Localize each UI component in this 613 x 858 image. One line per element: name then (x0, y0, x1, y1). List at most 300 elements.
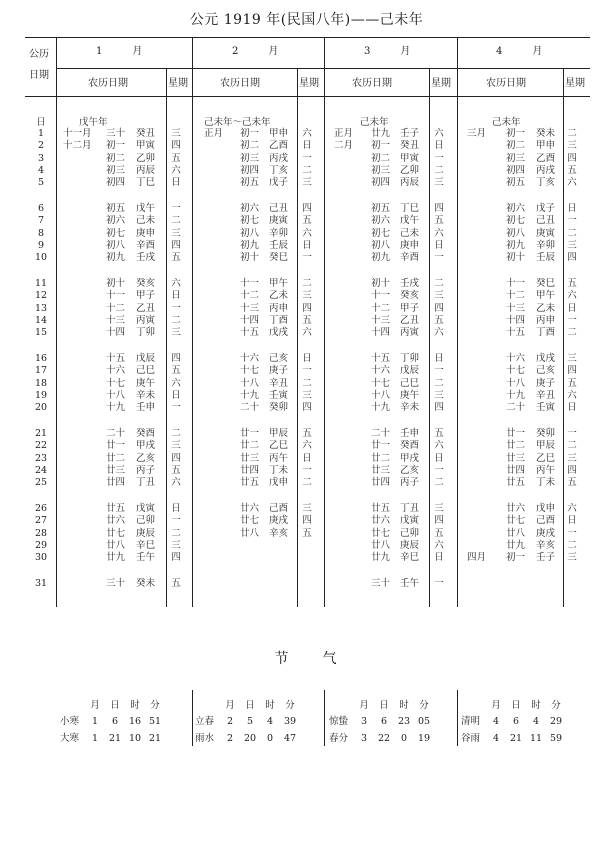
weekday: 日 (567, 203, 577, 214)
day-number: 17 (34, 365, 48, 377)
week-label-2: 星期 (299, 78, 319, 89)
weekday: 四 (434, 302, 444, 314)
lunar-day: 廿九 (371, 128, 391, 139)
ganzhi: 甲午 (269, 278, 289, 289)
ganzhi: 庚午 (136, 377, 156, 389)
ganzhi: 乙酉 (269, 140, 289, 152)
ganzhi: 辛未 (400, 402, 420, 414)
ganzhi: 己巳 (400, 377, 420, 389)
weekday: 一 (171, 515, 181, 527)
lunar-day: 十七 (106, 377, 126, 389)
ganzhi: 辛亥 (269, 527, 289, 539)
weekday: 四 (567, 252, 577, 264)
lunar-day: 初四 (106, 177, 126, 189)
lunar-day: 初九 (506, 239, 526, 251)
lunar-day: 廿二 (506, 440, 526, 452)
ganzhi: 戊申 (536, 503, 556, 514)
weekday: 日 (567, 402, 577, 414)
lunar-day: 初五 (371, 203, 391, 214)
ganzhi: 丙午 (536, 464, 556, 476)
ganzhi: 甲申 (269, 128, 289, 139)
ganzhi: 丁未 (269, 464, 289, 476)
ganzhi: 癸酉 (400, 440, 420, 452)
weekday: 二 (567, 227, 577, 239)
weekday: 一 (434, 365, 444, 377)
lunar-day: 廿七 (240, 515, 260, 527)
jieqi-col-header: 日 (379, 700, 389, 711)
weekday: 三 (567, 552, 577, 564)
lunar-day: 廿一 (506, 428, 526, 439)
ganzhi: 辛酉 (400, 252, 420, 264)
lunar-day: 十一 (371, 290, 391, 302)
col-divider-day (56, 37, 57, 607)
lunar-day: 十五 (106, 353, 126, 364)
ganzhi: 乙未 (536, 302, 556, 314)
ganzhi: 辛卯 (536, 239, 556, 251)
ganzhi: 丁卯 (400, 353, 420, 364)
lunar-day: 廿五 (106, 503, 126, 514)
ganzhi: 壬辰 (269, 239, 289, 251)
weekday: 一 (171, 402, 181, 414)
ganzhi: 甲戌 (136, 440, 156, 452)
weekday: 三 (171, 440, 181, 452)
lunar-day: 初七 (371, 227, 391, 239)
ganzhi: 丙寅 (400, 327, 420, 339)
weekday: 日 (434, 452, 444, 464)
lunar-day: 初三 (240, 152, 260, 164)
lunar-label-2: 农历日期 (220, 78, 260, 89)
lunar-day: 初三 (371, 164, 391, 176)
weekday: 三 (302, 389, 312, 401)
weekday: 二 (567, 128, 577, 139)
weekday: 一 (171, 302, 181, 314)
jieqi-col-header: 时 (531, 700, 541, 711)
weekday: 三 (567, 239, 577, 251)
lunar-day: 廿八 (240, 527, 260, 539)
jieqi-col-header: 月 (491, 700, 501, 711)
lunar-day: 初二 (106, 152, 126, 164)
ganzhi: 甲辰 (269, 428, 289, 439)
day-number: 16 (34, 353, 48, 364)
day-number: 4 (37, 164, 45, 176)
weekday: 六 (302, 440, 312, 452)
jieqi-col-header: 日 (511, 700, 521, 711)
ganzhi: 丙午 (269, 452, 289, 464)
ganzhi: 庚午 (400, 389, 420, 401)
month-header-1: 1 月 (96, 46, 143, 57)
ganzhi: 己卯 (136, 515, 156, 527)
week-divider-2 (297, 68, 298, 607)
jieqi-value: 4 (532, 716, 540, 727)
ganzhi: 甲辰 (536, 440, 556, 452)
weekday: 四 (434, 203, 444, 214)
lunar-day: 十六 (240, 353, 260, 364)
lunar-day: 廿二 (106, 452, 126, 464)
month-header-rule (56, 68, 590, 69)
jieqi-term-name: 大寒 (60, 733, 80, 744)
weekday: 六 (567, 503, 577, 514)
lunar-day: 十七 (506, 365, 526, 377)
ganzhi: 癸巳 (536, 278, 556, 289)
weekday: 二 (171, 428, 181, 439)
day-number: 21 (34, 428, 48, 439)
lunar-day: 十三 (371, 314, 391, 326)
year-note-2: 己未年～己未年 (204, 117, 271, 128)
lunar-day: 初二 (240, 140, 260, 152)
ganzhi: 丁巳 (400, 203, 420, 214)
table-top-rule (25, 37, 590, 38)
jieqi-col-header: 分 (150, 700, 160, 711)
lunar-day: 初五 (106, 203, 126, 214)
lunar-day: 初五 (240, 177, 260, 189)
ganzhi: 己卯 (400, 527, 420, 539)
jieqi-col-header: 分 (419, 700, 429, 711)
lunar-day: 十一 (506, 278, 526, 289)
jieqi-col-header: 月 (359, 700, 369, 711)
ganzhi: 乙卯 (400, 164, 420, 176)
jieqi-title: 节 气 (274, 651, 339, 667)
jieqi-value: 21 (108, 733, 122, 744)
jieqi-value: 3 (360, 716, 368, 727)
weekday: 二 (434, 377, 444, 389)
ganzhi: 壬戌 (136, 252, 156, 264)
ganzhi: 辛丑 (269, 377, 289, 389)
lunar-month: 正月 (334, 128, 354, 139)
lunar-day: 十一 (240, 278, 260, 289)
ganzhi: 癸巳 (269, 252, 289, 264)
ganzhi: 壬申 (400, 428, 420, 439)
lunar-day: 初八 (240, 227, 260, 239)
jieqi-value: 47 (283, 733, 297, 744)
gongli-label: 公历 (29, 49, 49, 60)
lunar-day: 三十 (106, 128, 126, 139)
lunar-day: 十三 (106, 314, 126, 326)
weekday: 三 (171, 327, 181, 339)
lunar-day: 二十 (240, 402, 260, 414)
day-number: 15 (34, 327, 48, 339)
ganzhi: 壬寅 (536, 402, 556, 414)
weekday: 五 (302, 428, 312, 439)
weekday: 四 (171, 552, 181, 564)
lunar-day: 十四 (240, 314, 260, 326)
jieqi-value: 0 (400, 733, 408, 744)
weekday: 四 (567, 365, 577, 377)
ganzhi: 戊戌 (536, 353, 556, 364)
day-number: 23 (34, 452, 48, 464)
lunar-day: 初二 (371, 152, 391, 164)
lunar-day: 初八 (506, 227, 526, 239)
ganzhi: 丙申 (269, 302, 289, 314)
weekday: 日 (302, 239, 312, 251)
week-label-1: 星期 (168, 78, 188, 89)
ganzhi: 戊寅 (136, 503, 156, 514)
weekday: 一 (567, 215, 577, 227)
weekday: 一 (302, 464, 312, 476)
jieqi-value: 5 (246, 716, 254, 727)
weekday: 日 (434, 552, 444, 564)
ganzhi: 壬子 (536, 552, 556, 564)
day-number: 18 (34, 377, 48, 389)
ganzhi: 庚戌 (269, 515, 289, 527)
lunar-day: 初七 (506, 215, 526, 227)
lunar-day: 初七 (106, 227, 126, 239)
month-header-2: 2 月 (232, 46, 279, 57)
lunar-day: 十五 (506, 327, 526, 339)
lunar-day: 十五 (371, 353, 391, 364)
lunar-day: 廿五 (371, 503, 391, 514)
page-title: 公元 1919 年(民国八年)——己未年 (189, 12, 424, 28)
ganzhi: 丁亥 (269, 164, 289, 176)
day-number: 30 (34, 552, 48, 564)
weekday: 日 (434, 353, 444, 364)
ganzhi: 辛卯 (269, 227, 289, 239)
ganzhi: 乙未 (269, 290, 289, 302)
jieqi-term-name: 雨水 (195, 733, 215, 744)
ganzhi: 乙酉 (536, 152, 556, 164)
ganzhi: 甲子 (136, 290, 156, 302)
ganzhi: 癸未 (536, 128, 556, 139)
lunar-day: 初三 (106, 164, 126, 176)
lunar-day: 廿一 (371, 440, 391, 452)
jieqi-term-name: 春分 (329, 733, 349, 744)
weekday: 二 (171, 314, 181, 326)
weekday: 日 (302, 353, 312, 364)
ganzhi: 己酉 (536, 515, 556, 527)
weekday: 二 (567, 539, 577, 551)
jieqi-value: 21 (148, 733, 162, 744)
jieqi-value: 3 (360, 733, 368, 744)
lunar-day: 初十 (371, 278, 391, 289)
weekday: 三 (302, 503, 312, 514)
weekday: 三 (567, 140, 577, 152)
jieqi-value: 4 (492, 733, 500, 744)
lunar-day: 廿四 (371, 477, 391, 489)
jieqi-term-name: 立春 (195, 716, 215, 727)
ganzhi: 壬戌 (400, 278, 420, 289)
weekday: 六 (171, 377, 181, 389)
ganzhi: 庚子 (536, 377, 556, 389)
week-label-3: 星期 (431, 78, 451, 89)
jieqi-value: 6 (111, 716, 119, 727)
jieqi-col-header: 时 (265, 700, 275, 711)
day-number: 3 (37, 152, 45, 164)
ganzhi: 壬寅 (269, 389, 289, 401)
jieqi-value: 1 (91, 716, 99, 727)
weekday: 三 (567, 452, 577, 464)
ganzhi: 乙卯 (136, 152, 156, 164)
lunar-day: 廿一 (106, 440, 126, 452)
day-number: 13 (34, 302, 48, 314)
lunar-day: 廿六 (371, 515, 391, 527)
weekday: 六 (171, 477, 181, 489)
lunar-day: 初六 (506, 203, 526, 214)
weekday: 一 (302, 252, 312, 264)
ganzhi: 庚子 (269, 365, 289, 377)
weekday: 二 (434, 278, 444, 289)
weekday: 四 (567, 464, 577, 476)
lunar-day: 廿二 (371, 452, 391, 464)
weekday: 五 (567, 278, 577, 289)
lunar-month: 四月 (467, 552, 487, 564)
weekday: 日 (434, 140, 444, 152)
weekday: 一 (302, 365, 312, 377)
weekday: 三 (171, 227, 181, 239)
lunar-day: 初六 (240, 203, 260, 214)
day-number: 2 (37, 140, 45, 152)
lunar-day: 三十 (371, 578, 391, 589)
lunar-day: 廿四 (240, 464, 260, 476)
weekday: 三 (434, 177, 444, 189)
lunar-day: 廿六 (240, 503, 260, 514)
weekday: 一 (567, 314, 577, 326)
lunar-day: 初八 (371, 239, 391, 251)
lunar-day: 十九 (371, 402, 391, 414)
jieqi-value: 22 (377, 733, 391, 744)
weekday: 五 (302, 314, 312, 326)
weekday: 三 (171, 128, 181, 139)
lunar-day: 廿五 (506, 477, 526, 489)
lunar-day: 十二 (371, 302, 391, 314)
lunar-day: 初八 (106, 239, 126, 251)
jieqi-divider-3 (457, 690, 458, 746)
lunar-day: 廿三 (506, 452, 526, 464)
weekday: 日 (434, 239, 444, 251)
ganzhi: 庚戌 (536, 527, 556, 539)
lunar-day: 初四 (240, 164, 260, 176)
weekday: 六 (434, 539, 444, 551)
jieqi-value: 05 (417, 716, 431, 727)
ganzhi: 丁酉 (536, 327, 556, 339)
ganzhi: 癸亥 (136, 278, 156, 289)
ganzhi: 己巳 (136, 365, 156, 377)
jieqi-value: 0 (266, 733, 274, 744)
lunar-day: 十四 (506, 314, 526, 326)
lunar-day: 廿三 (371, 464, 391, 476)
lunar-day: 廿五 (240, 477, 260, 489)
ganzhi: 壬子 (400, 128, 420, 139)
lunar-day: 廿三 (106, 464, 126, 476)
ganzhi: 壬午 (400, 578, 420, 589)
lunar-label-3: 农历日期 (352, 78, 392, 89)
ganzhi: 丁未 (536, 477, 556, 489)
weekday: 五 (171, 578, 181, 589)
riqi-label: 日期 (29, 70, 49, 81)
ganzhi: 丙寅 (136, 314, 156, 326)
lunar-day: 廿七 (106, 527, 126, 539)
ganzhi: 乙巳 (536, 452, 556, 464)
jieqi-col-header: 日 (110, 700, 120, 711)
lunar-day: 初九 (106, 252, 126, 264)
lunar-day: 十一 (106, 290, 126, 302)
jieqi-term-name: 惊蛰 (329, 716, 349, 727)
lunar-day: 十四 (106, 327, 126, 339)
ganzhi: 甲寅 (136, 140, 156, 152)
weekday: 二 (567, 440, 577, 452)
jieqi-value: 29 (549, 716, 563, 727)
lunar-day: 初三 (506, 152, 526, 164)
lunar-day: 二十 (506, 402, 526, 414)
ganzhi: 庚辰 (136, 527, 156, 539)
weekday: 六 (171, 164, 181, 176)
jieqi-value: 4 (492, 716, 500, 727)
lunar-day: 初九 (240, 239, 260, 251)
ganzhi: 丙子 (400, 477, 420, 489)
lunar-month: 正月 (204, 128, 224, 139)
lunar-day: 廿九 (506, 539, 526, 551)
ganzhi: 甲午 (536, 290, 556, 302)
weekday: 四 (171, 353, 181, 364)
lunar-day: 十二 (506, 290, 526, 302)
lunar-day: 初一 (106, 140, 126, 152)
weekday: 日 (567, 515, 577, 527)
weekday: 五 (567, 164, 577, 176)
jieqi-value: 1 (91, 733, 99, 744)
jieqi-value: 4 (266, 716, 274, 727)
lunar-day: 十三 (240, 302, 260, 314)
ganzhi: 壬午 (136, 552, 156, 564)
week-divider-4 (563, 68, 564, 607)
ganzhi: 庚辰 (400, 539, 420, 551)
weekday: 一 (434, 578, 444, 589)
ganzhi: 戊辰 (136, 353, 156, 364)
ganzhi: 戊子 (536, 203, 556, 214)
ganzhi: 乙巳 (269, 440, 289, 452)
weekday: 六 (171, 278, 181, 289)
weekday: 四 (302, 402, 312, 414)
lunar-day: 十四 (371, 327, 391, 339)
ganzhi: 丁丑 (400, 503, 420, 514)
lunar-day: 廿七 (506, 515, 526, 527)
jieqi-value: 59 (549, 733, 563, 744)
lunar-day: 廿四 (506, 464, 526, 476)
lunar-label-1: 农历日期 (88, 78, 128, 89)
lunar-day: 廿九 (371, 552, 391, 564)
ganzhi: 庚申 (400, 239, 420, 251)
lunar-day: 初九 (371, 252, 391, 264)
lunar-day: 二十 (106, 428, 126, 439)
jieqi-value: 19 (417, 733, 431, 744)
weekday: 一 (302, 152, 312, 164)
weekday: 一 (567, 428, 577, 439)
month-header-4: 4 月 (496, 46, 543, 57)
weekday: 二 (434, 477, 444, 489)
ganzhi: 癸卯 (536, 428, 556, 439)
weekday: 四 (567, 152, 577, 164)
lunar-day: 十七 (240, 365, 260, 377)
weekday: 三 (434, 290, 444, 302)
lunar-day: 初五 (506, 177, 526, 189)
ganzhi: 戊寅 (400, 515, 420, 527)
ganzhi: 丁亥 (536, 177, 556, 189)
jieqi-divider-2 (324, 690, 325, 746)
ganzhi: 戊申 (269, 477, 289, 489)
day-number: 8 (37, 227, 45, 239)
lunar-day: 十三 (506, 302, 526, 314)
weekday: 五 (434, 314, 444, 326)
weekday: 一 (434, 152, 444, 164)
weekday: 一 (434, 252, 444, 264)
ganzhi: 辛亥 (536, 539, 556, 551)
lunar-day: 初六 (106, 215, 126, 227)
lunar-day: 初一 (371, 140, 391, 152)
week-label-4: 星期 (565, 78, 585, 89)
weekday: 日 (302, 140, 312, 152)
ganzhi: 丙辰 (136, 164, 156, 176)
ganzhi: 庚寅 (536, 227, 556, 239)
ganzhi: 癸亥 (400, 290, 420, 302)
lunar-day: 廿一 (240, 428, 260, 439)
jieqi-col-header: 分 (285, 700, 295, 711)
